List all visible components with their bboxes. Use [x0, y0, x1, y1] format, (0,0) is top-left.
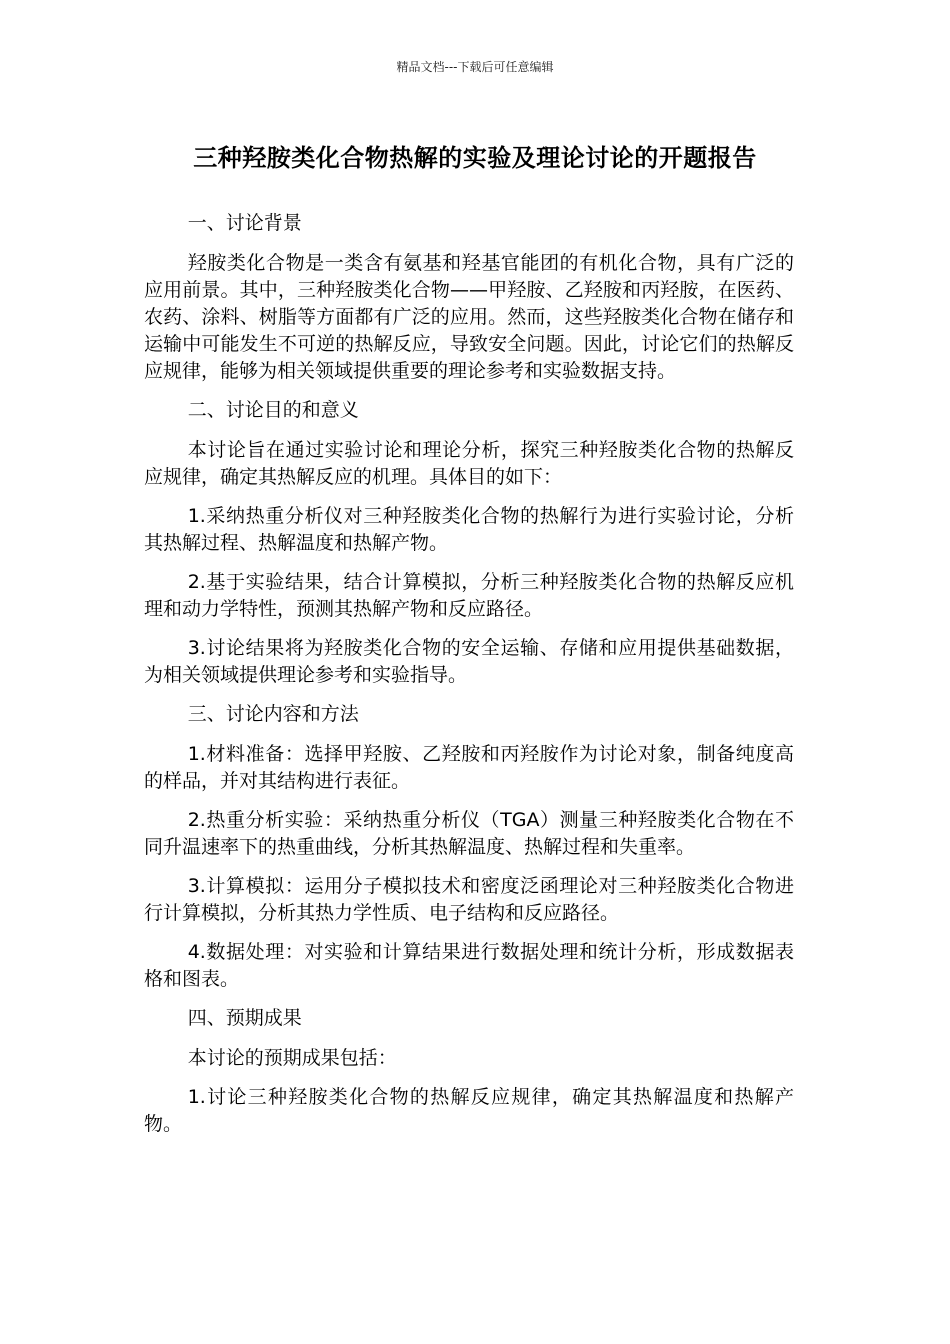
- list-item-purpose-3: 3.讨论结果将为羟胺类化合物的安全运输、存储和应用提供基础数据，为相关领域提供理论参考和实验指导。: [144, 637, 794, 686]
- list-item-method-2: 2.热重分析实验：采纳热重分析仪（TGA）测量三种羟胺类化合物在不同升温速率下的热重曲线，分析其热解温度、热解过程和失重率。: [144, 809, 794, 858]
- document-body: [144, 210, 794, 1150]
- document-title: 三种羟胺类化合物热解的实验及理论讨论的开题报告: [193, 144, 757, 172]
- paragraph-purpose-intro: 本讨论旨在通过实验讨论和理论分析，探究三种羟胺类化合物的热解反应规律，确定其热解反应的机理。具体目的如下：: [144, 439, 794, 488]
- section-heading-background: 一、讨论背景: [187, 212, 302, 234]
- list-item-method-3: 3.计算模拟：运用分子模拟技术和密度泛函理论对三种羟胺类化合物进行计算模拟，分析其热力学性质、电子结构和反应路径。: [144, 875, 794, 924]
- section-heading-methods: 三、讨论内容和方法: [187, 703, 359, 725]
- page-header-note: 精品文档---下载后可任意编辑: [396, 60, 554, 74]
- list-item-method-4: 4.数据处理：对实验和计算结果进行数据处理和统计分析，形成数据表格和图表。: [144, 941, 794, 990]
- list-item-outcome-1: 1.讨论三种羟胺类化合物的热解反应规律，确定其热解温度和热解产物。: [144, 1086, 794, 1135]
- paragraph-background: 羟胺类化合物是一类含有氨基和羟基官能团的有机化合物，具有广泛的应用前景。其中，三种羟胺类化合物——甲羟胺、乙羟胺和丙羟胺，在医药、农药、涂料、树脂等方面都有广泛的应用。然而，这些羟胺类化合物在储存和运输中可能发生不可逆的热解反应，导致安全问题。因此，讨论它们的热解反应规律，能够为相关领域提供重要的理论参考和实验数据支持。: [144, 252, 794, 382]
- section-heading-purpose: 二、讨论目的和意义: [187, 399, 359, 421]
- paragraph-outcomes-intro: 本讨论的预期成果包括：: [187, 1047, 397, 1069]
- list-item-purpose-1: 1.采纳热重分析仪对三种羟胺类化合物的热解行为进行实验讨论，分析其热解过程、热解温度和热解产物。: [144, 505, 794, 554]
- section-heading-outcomes: 四、预期成果: [187, 1007, 302, 1029]
- list-item-purpose-2: 2.基于实验结果，结合计算模拟，分析三种羟胺类化合物的热解反应机理和动力学特性，预测其热解产物和反应路径。: [144, 571, 794, 620]
- list-item-method-1: 1.材料准备：选择甲羟胺、乙羟胺和丙羟胺作为讨论对象，制备纯度高的样品，并对其结构进行表征。: [144, 743, 794, 792]
